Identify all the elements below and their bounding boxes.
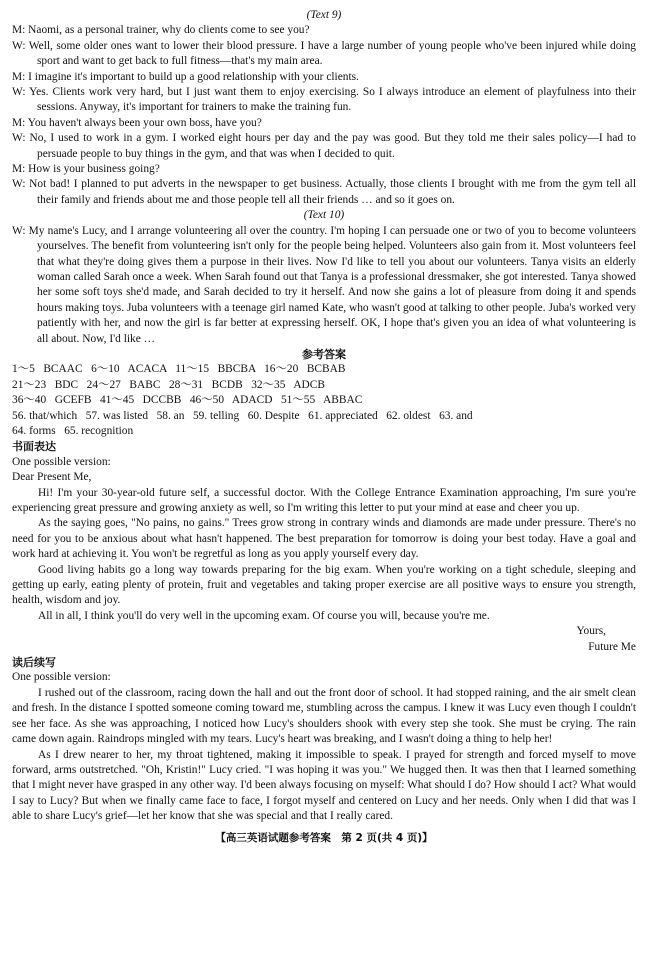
continuation-version: One possible version: (12, 671, 111, 684)
line-text: I imagine it's important to build up a good relationship with your clients. (28, 70, 359, 83)
letter-closing: Yours, (576, 625, 606, 638)
dialogue-line (12, 162, 636, 177)
page-footer: 【高三英语试题参考答案 第 2 页(共 4 页)】 (215, 831, 433, 844)
line-text: Well, some older ones want to lower their blood pressure. I have a large number of young people who've been injured while doing sport and want to get back to full fitness—that's my main area. (28, 39, 636, 68)
answer-line: 1～5 BCAAC 6～10 ACACA 11～15 BBCBA 16～20 BCBAB (12, 363, 346, 376)
text9-dialogue (12, 23, 636, 208)
line-text: No, I used to work in a gym. I worked eight hours per day and the pay was good. But they told me their sales policy—I had to persuade people to buy things in the gym, and that was when I decided to quit. (29, 132, 636, 160)
speaker-label: W: (12, 224, 26, 237)
speaker-label: W: (12, 86, 26, 99)
paragraph: As I drew nearer to her, my throat tightened, making it impossible to speak. I prayed for strength and forced myself to move forward, arms outstretched. "Oh, Kristin!" Lucy cried. "I was hoping it was you." We hugged then. It was then that I learned something that I might never have grasped in any other way. I'd been always focusing on myself: What should I do? How should I act? What would I say to Lucy? But when we finally came face to face, I forgot myself and centered on Lucy and her needs. Only when I did that was I able to share Lucy's grief—let her know that she was special and that I really cared. (12, 748, 636, 823)
dialogue-line (12, 177, 636, 208)
line-text: How is your business going? (28, 163, 160, 176)
dialogue-line (12, 70, 636, 85)
answer-line: 36～40 GCEFB 41～45 DCCBB 46～50 ADACD 51～55 ABBAC (12, 394, 363, 407)
line-text: Naomi, as a personal trainer, why do clients come to see you? (28, 24, 310, 37)
paragraph: I rushed out of the classroom, racing down the hall and out the front door of school. It had stopped raining, and the air smelt clean and fresh. In the distance I spotted someone coming toward me, stumbling across the campus. I knew it was Lucy even though I couldn't see her face. As she was approaching, I noticed how Lucy's shoulders shook with every step she took. She must be crying. The rain came down again. Raindrops mingled with my tears. Lucy's heart was breaking, and I wasn't doing a thing to help her! (12, 686, 636, 746)
speaker-label: M: (12, 70, 26, 83)
answers-block (12, 362, 636, 439)
text10-monologue (12, 224, 636, 347)
line-text: Yes. Clients work very hard, but I just want them to enjoy exercising. So I always introduce an element of playfulness into their sessions. Anyway, it's important for trainers to make the training fun. (29, 86, 636, 114)
letter-body (12, 486, 636, 625)
paragraph: Good living habits go a long way towards preparing for the big exam. When you're working on a tight schedule, sleeping and getting up early, eating plenty of protein, fruit and vegetables and taking proper exercise are all positive ways to ensure you strength, health, wisdom and joy. (12, 563, 636, 607)
continuation-label: 读后续写 (12, 656, 56, 670)
line-text: Not bad! I planned to put adverts in the newspaper to get business. Actually, those clients I brought with me from the gym tell all their family and friends about me and those people tell all their friends … and so it goes on. (29, 178, 636, 206)
answer-line: 21～23 BDC 24～27 BABC 28～31 BCDB 32～35 ADCB (12, 378, 325, 391)
dialogue-line (12, 23, 636, 38)
paragraph: Hi! I'm your 30-year-old future self, a successful doctor. With the College Entrance Examination approaching, I'm sure you're experiencing great pressure and growing anxiety as well, so I'm writing this letter to put your mind at ease and cheer you up. (12, 486, 636, 514)
letter-salutation: Dear Present Me, (12, 471, 92, 484)
continuation-body (12, 686, 636, 825)
speaker-label: M: (12, 116, 26, 129)
monologue-text: My name's Lucy, and I arrange volunteering all over the country. I'm hoping I can persuade one or two of you to become volunteers yourselves. The benefit from volunteering isn't only for the people being helped. Volunteers also gain from it. Most volunteers feel that what they're doing gives them a purpose in their lives. Now I'd like to tell you about our volunteers. Tanya visits an elderly woman called Sarah once a week. When Sarah found out that Tanya is a professional dressmaker, she got interested. Tanya showed her some soft toys she'd made, and Sarah decided to try it herself. And now she gains a lot of pleasure from doing it and spends hours making toys. Juba volunteers with a teenage girl named Kate, who wasn't good at talking to other people. Juba's worked very patiently with her, and now the girl is far better at expressing herself. OK, I hope that's given you an idea of what volunteering is all about. Now, I'd like … (28, 224, 636, 345)
answers-heading: 参考答案 (302, 347, 346, 361)
speaker-label: W: (12, 39, 26, 52)
speaker-label: M: (12, 24, 26, 37)
speaker-label: W: (12, 132, 26, 145)
paragraph: All in all, I think you'll do very well in the upcoming exam. Of course you will, because you're me. (38, 609, 490, 622)
writing-version: One possible version: (12, 455, 111, 468)
speaker-label: M: (12, 163, 26, 176)
answer-line: 64. forms 65. recognition (12, 424, 134, 437)
speaker-label: W: (12, 178, 26, 191)
dialogue-line (12, 85, 636, 116)
writing-label: 书面表达 (12, 440, 56, 454)
line-text: You haven't always been your own boss, have you? (27, 116, 262, 129)
dialogue-line (12, 116, 636, 131)
letter-signature: Future Me (588, 640, 636, 653)
paragraph: As the saying goes, "No pains, no gains." Trees grow strong in contrary winds and diamonds are made under pressure. There's no need for you to be anxious about what hasn't happened. The best preparation for tomorrow is doing your best today. Have a goal and work hard at achieving it. You won't be regretful as long as you apply yourself every day. (12, 517, 636, 561)
text9-title: (Text 9) (306, 9, 342, 21)
text10-title: (Text 10) (303, 209, 345, 222)
answer-line: 56. that/which 57. was listed 58. an 59. telling 60. Despite 61. appreciated 62. oldest 63. and (12, 409, 473, 422)
dialogue-line (12, 131, 636, 162)
dialogue-line (12, 39, 636, 70)
